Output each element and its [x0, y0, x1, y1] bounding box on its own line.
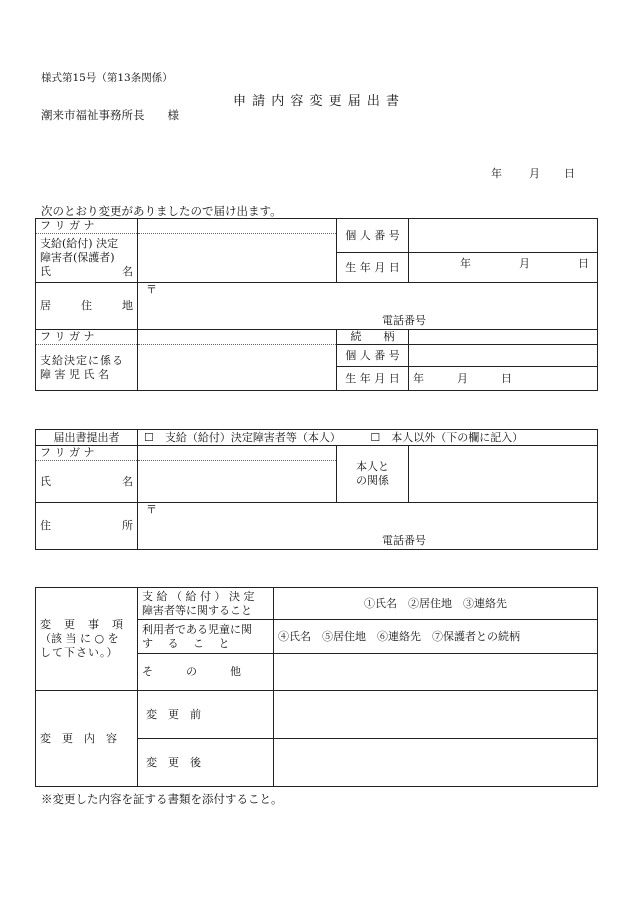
- submitter-label: 届出書提出者: [36, 430, 138, 446]
- category-applicant-options[interactable]: ①氏名 ②居住地 ③連絡先: [274, 588, 598, 620]
- relation-input[interactable]: [409, 446, 598, 503]
- personal-number-input[interactable]: [409, 219, 598, 253]
- option-self-checkbox[interactable]: ☐ 支給（給付）決定障害者等（本人）: [144, 430, 341, 444]
- child-birth-date-label: 生 年 月 日: [337, 367, 409, 391]
- change-content-label: 変 更 内 容: [36, 691, 138, 787]
- category-other-label: そ の 他: [138, 654, 274, 691]
- child-furigana-label: フ リ ガ ナ: [36, 330, 138, 345]
- form-number: 様式第15号（第13条関係）: [41, 72, 173, 84]
- submitter-furigana-label: フ リ ガ ナ: [36, 446, 138, 461]
- phone-label: 電話番号: [382, 314, 426, 327]
- category-child-options[interactable]: ④氏名 ⑤居住地 ⑥連絡先 ⑦保護者との続柄: [274, 620, 598, 654]
- submitter-name-label: 氏 名: [36, 461, 138, 503]
- relationship-label: 続 柄: [337, 330, 409, 345]
- birth-date-label: 生 年 月 日: [337, 253, 409, 283]
- category-other-input[interactable]: [274, 654, 598, 691]
- category-applicant-label: 支 給 （ 給 付 ） 決 定 障害者等に関すること: [138, 588, 274, 620]
- relationship-input[interactable]: [409, 330, 598, 345]
- submitter-furigana-input[interactable]: [138, 446, 337, 461]
- before-change-label: 変 更 前: [138, 691, 274, 739]
- applicant-table: [35, 218, 598, 391]
- address-input[interactable]: 〒 電話番号: [138, 283, 598, 330]
- change-table: [35, 587, 598, 787]
- applicant-name-input[interactable]: [138, 234, 337, 283]
- date-day-label: 日: [564, 167, 575, 180]
- relation-label: 本人と の関係: [337, 446, 409, 503]
- change-items-label: 変 更 事 項 （該 当 に ○ を して下さい。）: [36, 588, 138, 691]
- address-label: 居 住 地: [36, 283, 138, 330]
- child-name-input[interactable]: [138, 345, 337, 391]
- option-other-checkbox[interactable]: ☐ 本人以外（下の欄に記入）: [370, 430, 524, 444]
- submitter-name-input[interactable]: [138, 461, 337, 503]
- after-change-input[interactable]: [274, 739, 598, 787]
- submitter-options: [138, 430, 598, 446]
- submitter-address-label: 住 所: [36, 503, 138, 550]
- document-title: 申 請 内 容 変 更 届 出 書: [233, 94, 401, 109]
- child-birth-date-input[interactable]: 年 月 日: [409, 367, 598, 391]
- submitter-address-input[interactable]: 〒 電話番号: [138, 503, 598, 550]
- submitter-table: [35, 429, 598, 550]
- applicant-name-label: 支給(給付) 決定 障害者(保護者) 氏 名: [36, 234, 138, 283]
- child-furigana-input[interactable]: [138, 330, 337, 345]
- furigana-label: フ リ ガ ナ: [36, 219, 138, 234]
- furigana-input[interactable]: [138, 219, 337, 234]
- date-year-label: 年: [491, 167, 502, 180]
- date-month-label: 月: [529, 167, 540, 180]
- after-change-label: 変 更 後: [138, 739, 274, 787]
- birth-date-input[interactable]: 年 月 日: [409, 253, 598, 283]
- submitter-phone-label: 電話番号: [382, 534, 426, 547]
- before-change-input[interactable]: [274, 691, 598, 739]
- child-name-label: 支給決定に係る 障 害 児 氏 名: [36, 345, 138, 391]
- intro-text: 次のとおり変更がありましたので届け出ます。: [41, 204, 282, 218]
- personal-number-label: 個 人 番 号: [337, 219, 409, 253]
- addressee: 潮来市福祉事務所長 様: [41, 108, 179, 122]
- category-child-label: 利用者である児童に関 す る こ と: [138, 620, 274, 654]
- child-personal-number-label: 個 人 番 号: [337, 345, 409, 367]
- footnote: ※変更した内容を証する書類を添付すること。: [41, 792, 283, 806]
- child-personal-number-input[interactable]: [409, 345, 598, 367]
